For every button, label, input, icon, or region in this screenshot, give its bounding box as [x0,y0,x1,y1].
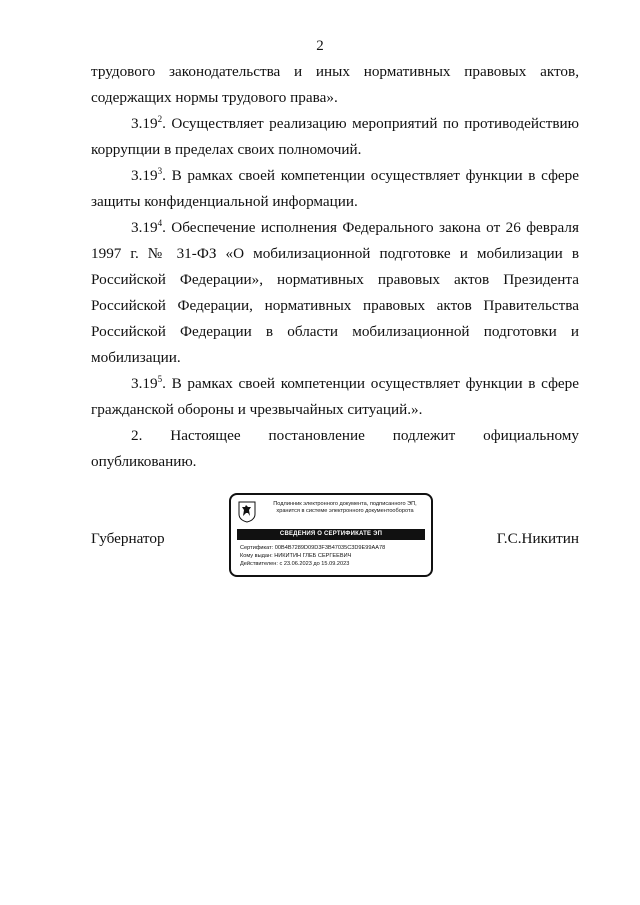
clause-superscript: 5 [157,373,163,384]
paragraph-2-publication: 2. Настоящее постановление подлежит официальному опубликованию. [91,427,579,470]
paragraph-3-19-2 [91,111,579,163]
paragraph-3-19-3 [91,163,579,215]
stamp-header: Подлинник электронного документа, подписанного ЭП, хранится в системе электронного документооборота [273,501,417,514]
clause-text: . В рамках своей компетенции осуществляет функции в сфере гражданской обороны и чрезвычайных ситуаций.». [91,375,579,418]
clause-number: 3.19 [131,167,158,184]
certificate-validity: Действителен: с 23.06.2023 до 15.09.2023 [240,561,350,567]
paragraph-3-19-4 [91,215,579,371]
electronic-signature-stamp [229,493,433,577]
paragraph-line: трудового законодательства и иных нормативных правовых актов, [91,63,579,80]
clause-superscript: 2 [157,113,163,124]
page-number: 2 [316,38,324,54]
document-body [91,59,579,475]
clause-text: . Осуществляет реализацию мероприятий по противодействию коррупции в пределах своих полномочий. [91,115,579,158]
certificate-details [240,544,385,568]
clause-number: 3.19 [131,219,158,236]
paragraph-line: содержащих нормы трудового права». [91,89,338,106]
signatory-position: Губернатор [91,530,165,547]
clause-text: . В рамках своей компетенции осуществляет функции в сфере защиты конфиденциальной информации. [91,167,579,210]
paragraph-3-19-5 [91,371,579,423]
clause-text: . Обеспечение исполнения Федерального закона от 26 февраля 1997 г. № 31-ФЗ «О мобилизационной подготовке и мобилизации в Российской Федерации», нормативных правовых актов Президента Российской Федерации, нормативных правовых актов Правительства Российской Федерации в области мобилизационной подготовки и мобилизации. [91,219,579,366]
certificate-info-bar: СВЕДЕНИЯ О СЕРТИФИКАТЕ ЭП [237,529,425,540]
clause-superscript: 4 [157,217,163,228]
clause-superscript: 3 [157,165,163,176]
coat-of-arms-icon [238,501,256,523]
signatory-name: Г.С.Никитин [496,530,579,547]
certificate-serial: Сертификат: 00B4B7289D09D3F3B47035C3D9E99AA78 [240,545,386,551]
clause-number: 3.19 [131,375,158,392]
certificate-owner: Кому выдан: НИКИТИН ГЛЕБ СЕРГЕЕВИЧ [240,553,352,559]
clause-number: 3.19 [131,115,158,132]
